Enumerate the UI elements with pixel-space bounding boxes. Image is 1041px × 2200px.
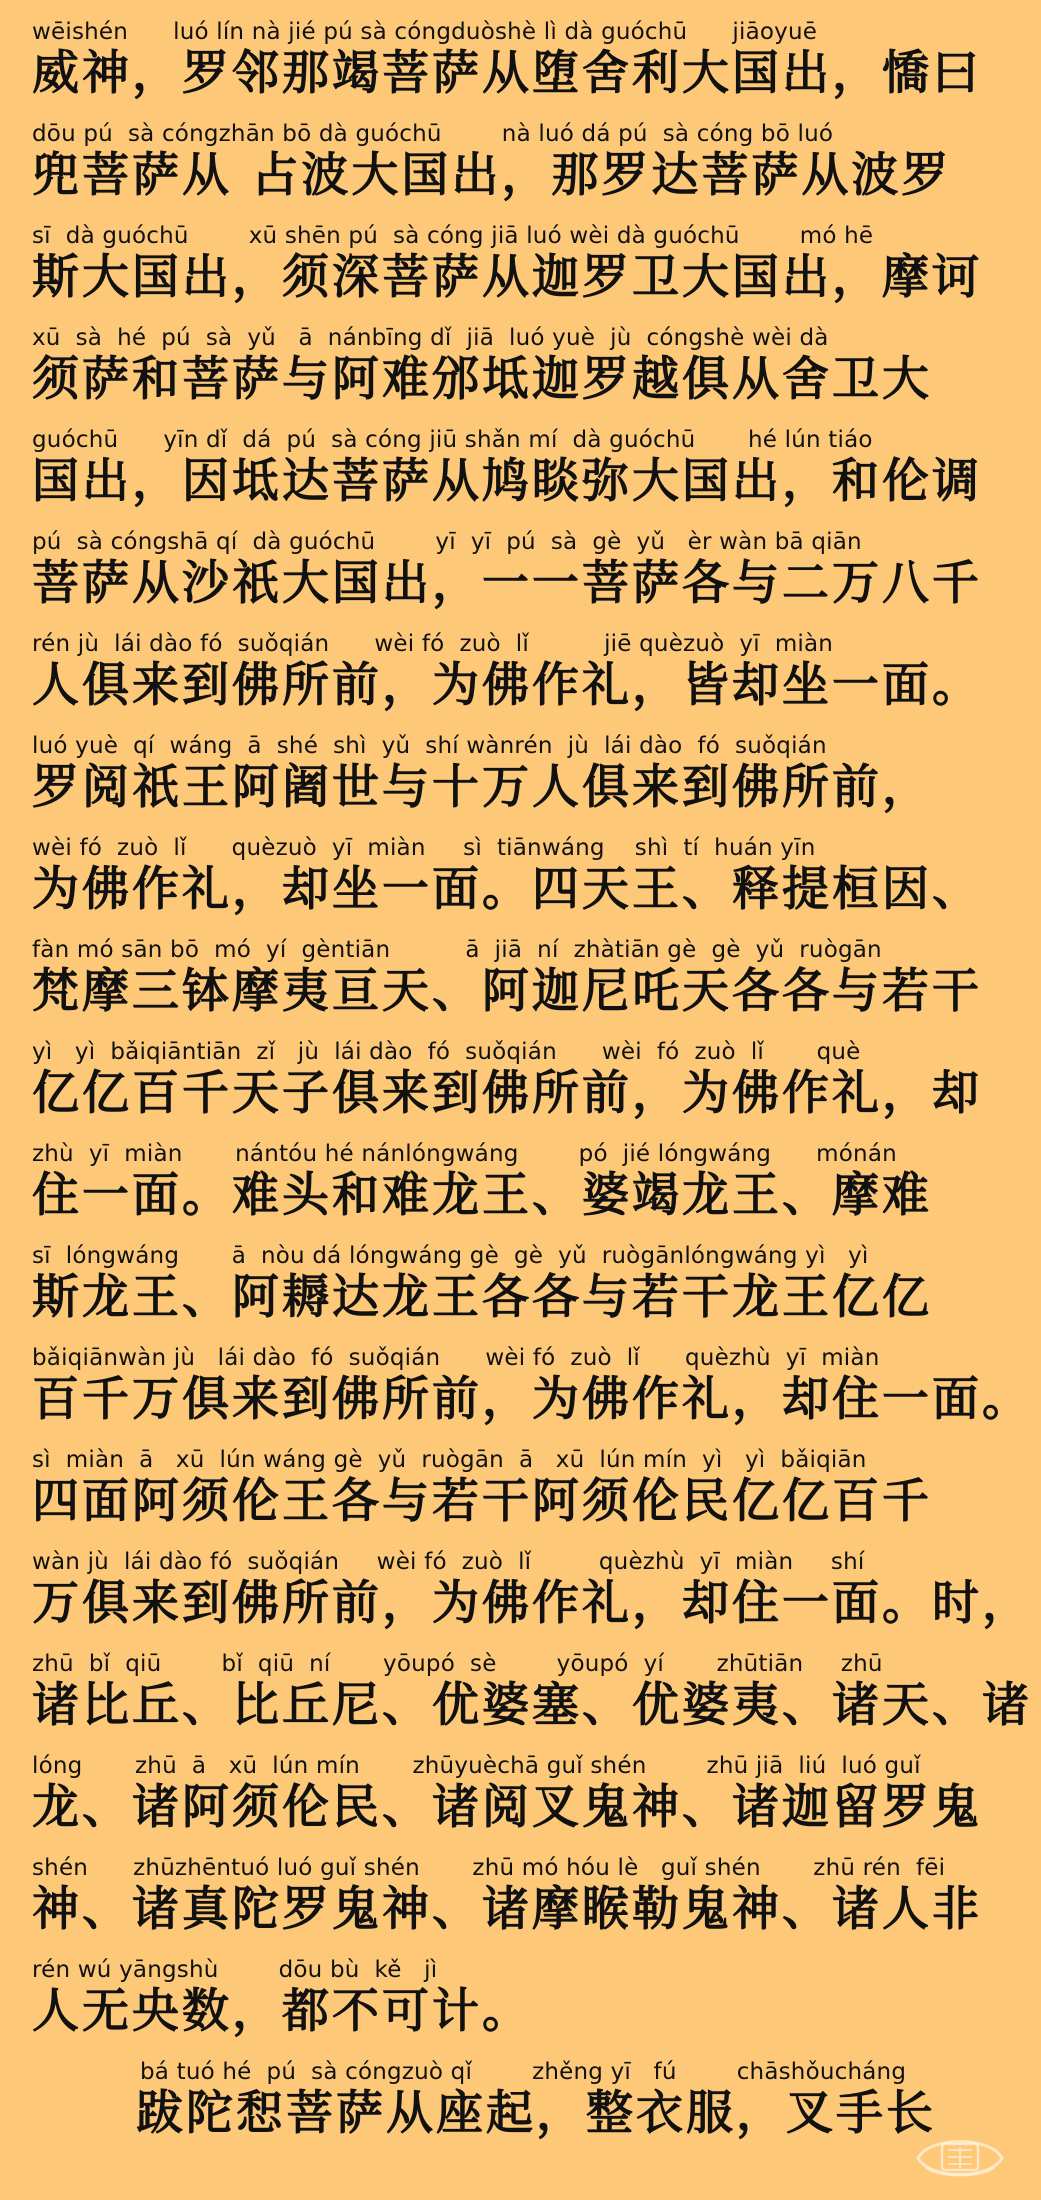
hanzi-line: 人无央数，都不可计。: [32, 1984, 532, 2039]
hanzi-line: 国出，因坻达菩萨从鸠睒弥大国出，和伦调: [32, 454, 982, 509]
pinyin-line: shén zhūzhēntuó luó guǐ shén zhū mó hóu lè guǐ shén zhū rén fēi: [32, 1855, 946, 1881]
text-line: [32, 816, 1012, 918]
hanzi-line: 百千万俱来到佛所前，为佛作礼，却住一面。: [32, 1372, 1032, 1427]
hanzi-line: 神、诸真陀罗鬼神、诸摩睺勒鬼神、诸人非: [32, 1882, 982, 1937]
text-line: [32, 1122, 1012, 1224]
pinyin-line: sì miàn ā xū lún wáng gè yǔ ruògān ā xū lún mín yì yì bǎiqiān: [32, 1447, 867, 1473]
text-line: [32, 1734, 1012, 1836]
hanzi-line: 斯龙王、阿耨达龙王各各与若干龙王亿亿: [32, 1270, 932, 1325]
text-line: [32, 1938, 1012, 2040]
watermark-seal-icon: [912, 2128, 1008, 2186]
text-line: [32, 612, 1012, 714]
text-line: [32, 918, 1012, 1020]
pinyin-line: wèi fó zuò lǐ quèzuò yī miàn sì tiānwáng shì tí huán yīn: [32, 835, 816, 861]
hanzi-line: 菩萨从沙祇大国出，一一菩萨各与二万八千: [32, 556, 982, 611]
text-line: [32, 1428, 1012, 1530]
text-line: [32, 1020, 1012, 1122]
pinyin-line: bá tuó hé pú sà cóngzuò qǐ zhěng yī fú chāshǒucháng: [140, 2059, 907, 2085]
pinyin-line: fàn mó sān bō mó yí gèntiān ā jiā ní zhàtiān gè gè yǔ ruògān: [32, 937, 882, 963]
text-line: [32, 1326, 1032, 1428]
text-line: [32, 204, 1012, 306]
pinyin-line: sī dà guóchū xū shēn pú sà cóng jiā luó wèi dà guóchū mó hē: [32, 223, 874, 249]
hanzi-line: 诸比丘、比丘尼、优婆塞、优婆夷、诸天、诸: [32, 1678, 1032, 1733]
pinyin-line: zhù yī miàn nántóu hé nánlóngwáng pó jié lóngwáng mónán: [32, 1141, 897, 1167]
hanzi-line: 斯大国出，须深菩萨从迦罗卫大国出，摩诃: [32, 250, 982, 305]
hanzi-line: 龙、诸阿须伦民、诸阅叉鬼神、诸迦留罗鬼: [32, 1780, 982, 1835]
pinyin-line: sī lóngwáng ā nòu dá lóngwáng gè gè yǔ ruògānlóngwáng yì yì: [32, 1243, 869, 1269]
text-line: [32, 2040, 1012, 2142]
pinyin-line: lóng zhū ā xū lún mín zhūyuèchā guǐ shén zhū jiā liú luó guǐ: [32, 1753, 921, 1779]
pinyin-line: wàn jù lái dào fó suǒqián wèi fó zuò lǐ quèzhù yī miàn shí: [32, 1549, 865, 1575]
text-line: [32, 306, 1012, 408]
hanzi-line: 威神，罗邻那竭菩萨从堕舍利大国出，憍曰: [32, 46, 982, 101]
hanzi-line: 万俱来到佛所前，为佛作礼，却住一面。时，: [32, 1576, 1032, 1631]
hanzi-line: 罗阅祇王阿阇世与十万人俱来到佛所前，: [32, 760, 932, 815]
pinyin-line: xū sà hé pú sà yǔ ā nánbīng dǐ jiā luó yuè jù cóngshè wèi dà: [32, 325, 829, 351]
text-line: [32, 102, 1012, 204]
pinyin-line: wēishén luó lín nà jié pú sà cóngduòshè lì dà guóchū jiāoyuē: [32, 19, 818, 45]
pinyin-line: rén jù lái dào fó suǒqián wèi fó zuò lǐ jiē quèzuò yī miàn: [32, 631, 834, 657]
pinyin-line: pú sà cóngshā qí dà guóchū yī yī pú sà gè yǔ èr wàn bā qiān: [32, 529, 862, 555]
text-line: [32, 1632, 1032, 1734]
hanzi-line: 须萨和菩萨与阿难邠坻迦罗越俱从舍卫大: [32, 352, 932, 407]
hanzi-line: 为佛作礼，却坐一面。四天王、释提桓因、: [32, 862, 982, 917]
text-line: [32, 408, 1012, 510]
hanzi-line: 住一面。难头和难龙王、婆竭龙王、摩难: [32, 1168, 932, 1223]
pinyin-line: bǎiqiānwàn jù lái dào fó suǒqián wèi fó zuò lǐ quèzhù yī miàn: [32, 1345, 880, 1371]
text-line: [32, 1836, 1012, 1938]
pinyin-line: dōu pú sà cóngzhān bō dà guóchū nà luó dá pú sà cóng bō luó: [32, 121, 834, 147]
text-line: [32, 714, 1012, 816]
pinyin-line: yì yì bǎiqiāntiān zǐ jù lái dào fó suǒqián wèi fó zuò lǐ què: [32, 1039, 861, 1065]
hanzi-line: 兜菩萨从 占波大国出，那罗达菩萨从波罗: [32, 148, 952, 203]
pinyin-line: zhū bǐ qiū bǐ qiū ní yōupó sè yōupó yí zhūtiān zhū: [32, 1651, 883, 1677]
hanzi-line: 梵摩三钵摩夷亘天、阿迦尼吒天各各与若干: [32, 964, 982, 1019]
pinyin-line: guóchū yīn dǐ dá pú sà cóng jiū shǎn mí dà guóchū hé lún tiáo: [32, 427, 873, 453]
text-line: [32, 510, 1012, 612]
hanzi-line: 亿亿百千天子俱来到佛所前，为佛作礼，却: [32, 1066, 982, 1121]
hanzi-line: 四面阿须伦王各与若干阿须伦民亿亿百千: [32, 1474, 932, 1529]
text-line: [32, 1530, 1032, 1632]
pinyin-line: rén wú yāngshù dōu bù kě jì: [32, 1957, 438, 1983]
hanzi-line: 跋陀惒菩萨从座起，整衣服，叉手长: [136, 2086, 936, 2141]
hanzi-line: 人俱来到佛所前，为佛作礼，皆却坐一面。: [32, 658, 982, 713]
pinyin-line: luó yuè qí wáng ā shé shì yǔ shí wànrén jù lái dào fó suǒqián: [32, 733, 827, 759]
text-line: [32, 1224, 1012, 1326]
text-line: [32, 0, 1012, 102]
